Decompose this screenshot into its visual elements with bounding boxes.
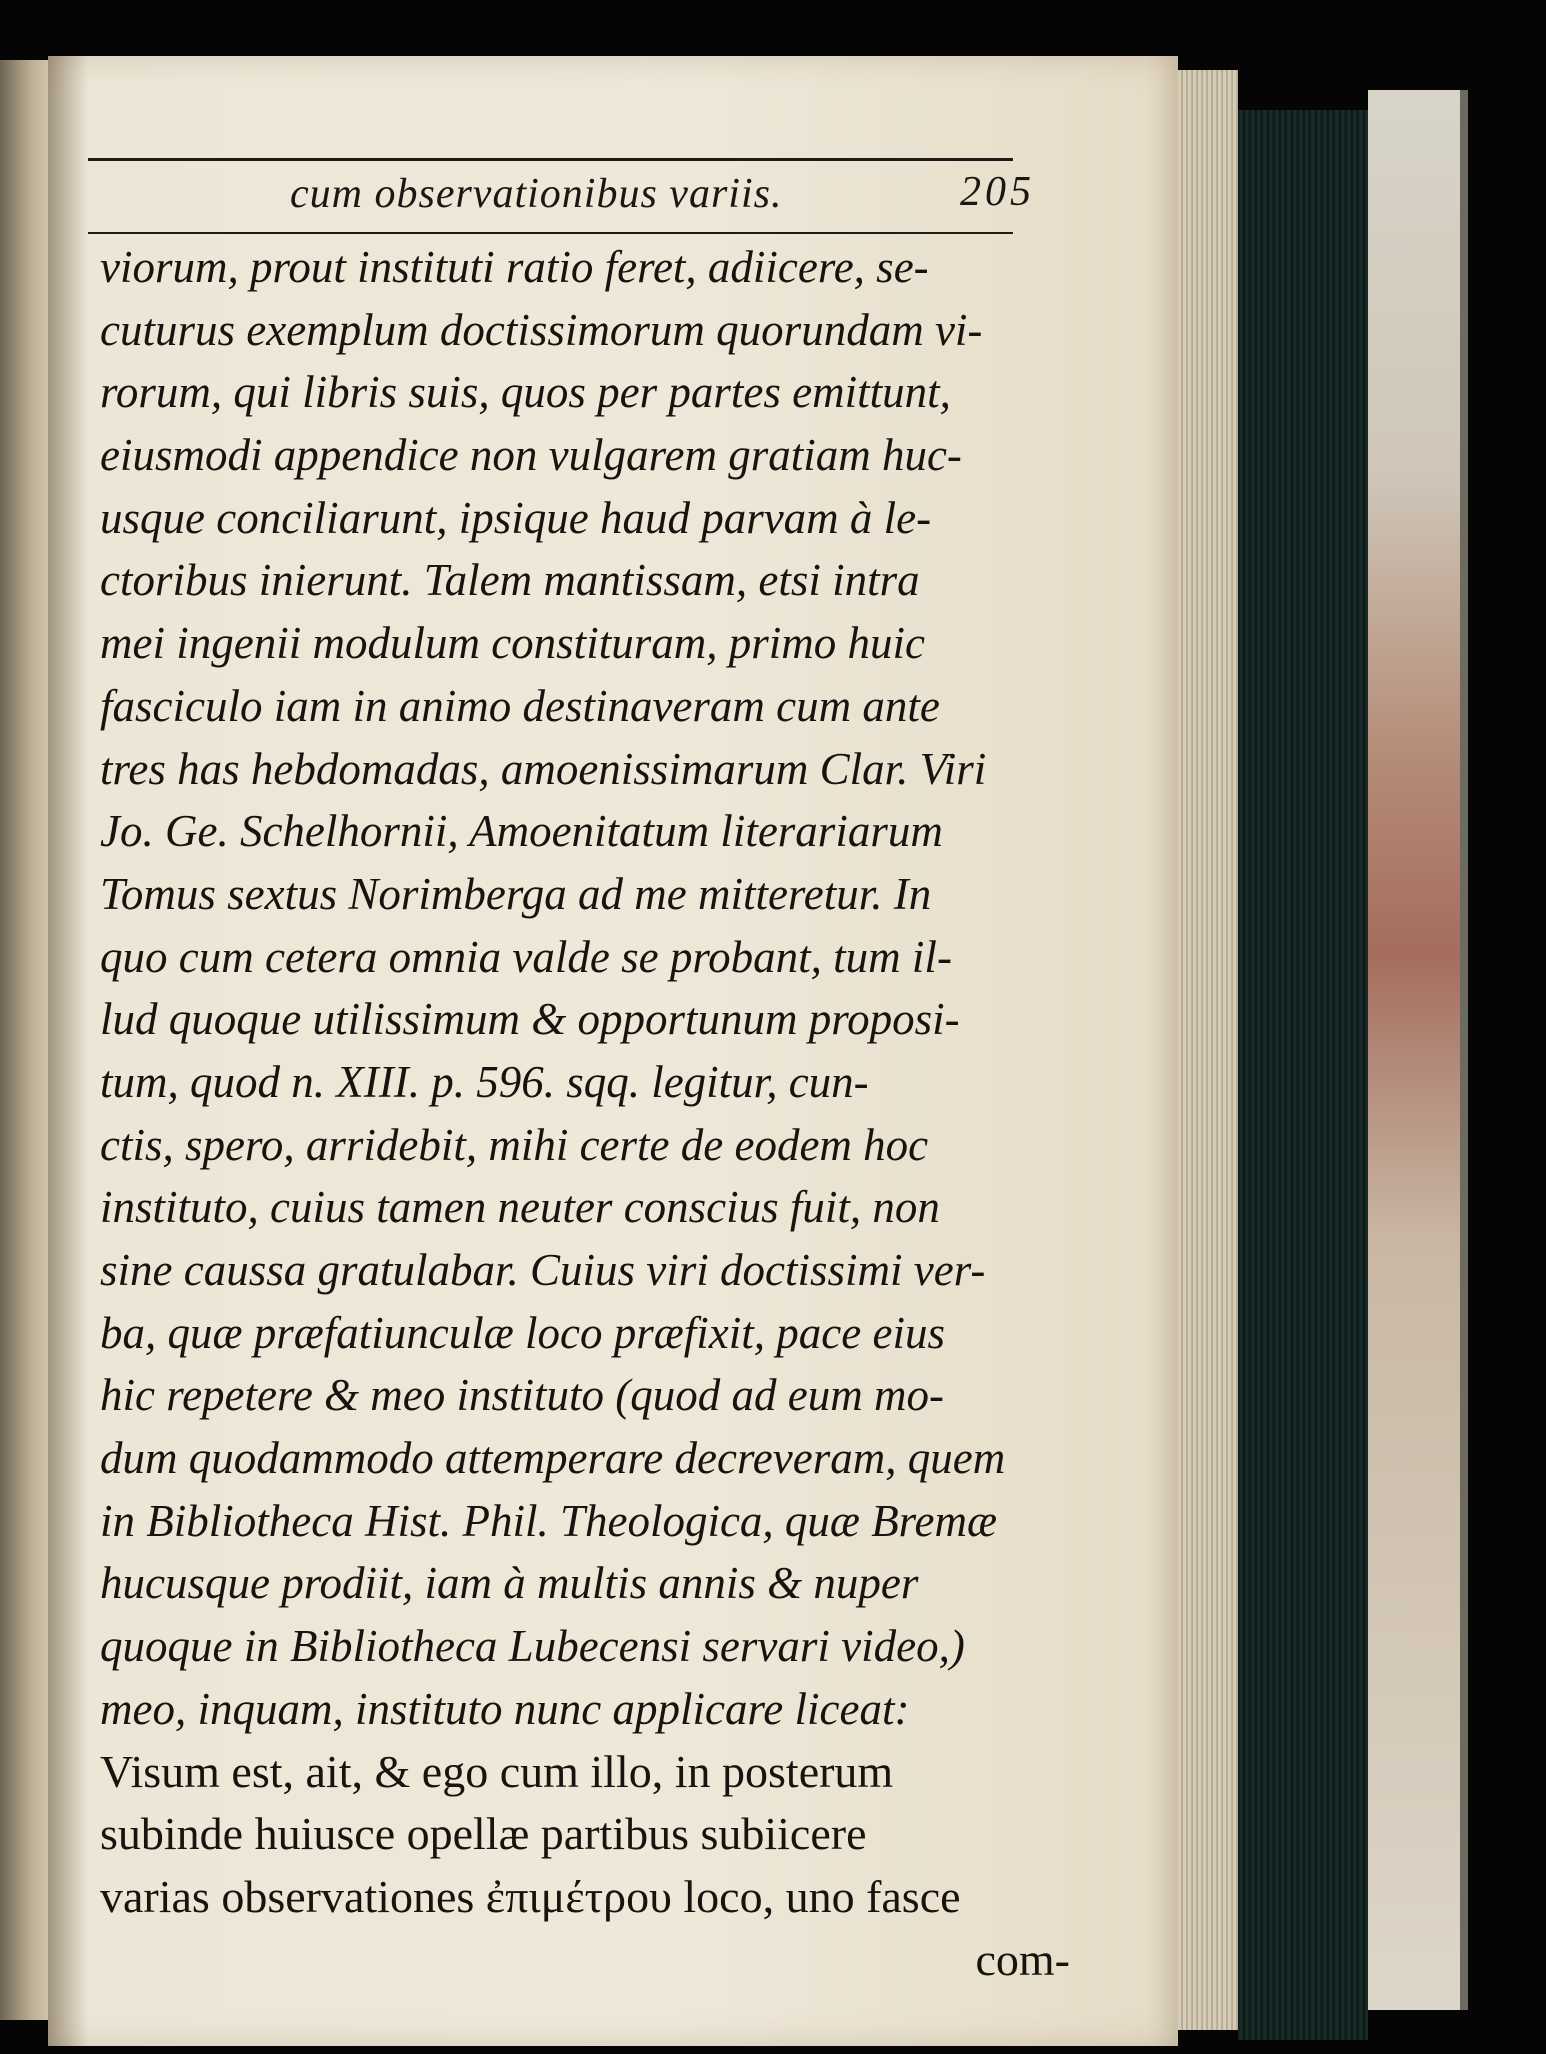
text-line: lud quoque utilissimum & opportunum proposi- xyxy=(100,994,960,1045)
text-line: eiusmodi appendice non vulgarem gratiam huc- xyxy=(100,430,962,481)
text-line-roman: subinde huiusce opellæ partibus subiicere xyxy=(100,1808,867,1860)
header-rule-bottom xyxy=(88,232,1013,234)
text-line: meo, inquam, instituto nunc applicare liceat: xyxy=(100,1683,910,1734)
text-line: instituto, cuius tamen neuter conscius fuit, non xyxy=(100,1182,940,1233)
text-line: Jo. Ge. Schelhornii, Amoenitatum literariarum xyxy=(100,806,943,857)
page-edges xyxy=(1178,70,1238,2030)
book-spine xyxy=(1238,110,1368,2040)
left-page-edge xyxy=(0,60,48,2020)
cover-edge xyxy=(1460,90,1468,2010)
text-line: in Bibliotheca Hist. Phil. Theologica, quæ Bremæ xyxy=(100,1495,998,1546)
text-line: tres has hebdomadas, amoenissimarum Clar. Viri xyxy=(100,743,987,794)
text-line: cuturus exemplum doctissimorum quorundam vi- xyxy=(100,304,983,355)
book-cover xyxy=(1368,90,1460,2010)
gutter-shadow xyxy=(48,56,88,2046)
text-line: usque conciliarunt, ipsique haud parvam à le- xyxy=(100,492,932,543)
catchword: com- xyxy=(975,1933,1070,1985)
text-line: hic repetere & meo instituto (quod ad eum mo- xyxy=(100,1370,944,1421)
text-line: mei ingenii modulum constituram, primo huic xyxy=(100,618,925,669)
text-line: sine caussa gratulabar. Cuius viri doctissimi ver- xyxy=(100,1245,986,1295)
text-line: ba, quæ præfatiunculæ loco præfixit, pace eius xyxy=(100,1307,945,1358)
text-line: viorum, prout instituti ratio feret, adiicere, se- xyxy=(100,242,929,292)
text-line: quo cum cetera omnia valde se probant, tum il- xyxy=(100,931,952,982)
text-line-roman: varias observationes ἐπιμέτρου loco, uno fasce xyxy=(100,1870,961,1922)
header-rule-top xyxy=(88,158,1013,161)
text-line: ctis, spero, arridebit, mihi certe de eodem hoc xyxy=(100,1119,929,1170)
text-line: quoque in Bibliotheca Lubecensi servari video,) xyxy=(100,1621,965,1672)
text-line: rorum, qui libris suis, quos per partes emittunt, xyxy=(100,367,951,418)
running-head: cum observationibus variis. xyxy=(290,171,783,217)
page-number: 205 xyxy=(960,169,1035,215)
text-line: dum quodammodo attemperare decreveram, quem xyxy=(100,1433,1006,1484)
text-line: hucusque prodiit, iam à multis annis & nuper xyxy=(100,1558,919,1609)
text-line-roman: Visum est, ait, & ego cum illo, in posterum xyxy=(100,1745,894,1797)
text-line: tum, quod n. XIII. p. 596. sqq. legitur, cun- xyxy=(100,1056,869,1107)
text-line: ctoribus inierunt. Talem mantissam, etsi intra xyxy=(100,555,920,606)
text-line: Tomus sextus Norimberga ad me mitteretur. In xyxy=(100,868,932,919)
body-text xyxy=(100,236,1070,1991)
text-line: fasciculo iam in animo destinaveram cum ante xyxy=(100,680,940,731)
